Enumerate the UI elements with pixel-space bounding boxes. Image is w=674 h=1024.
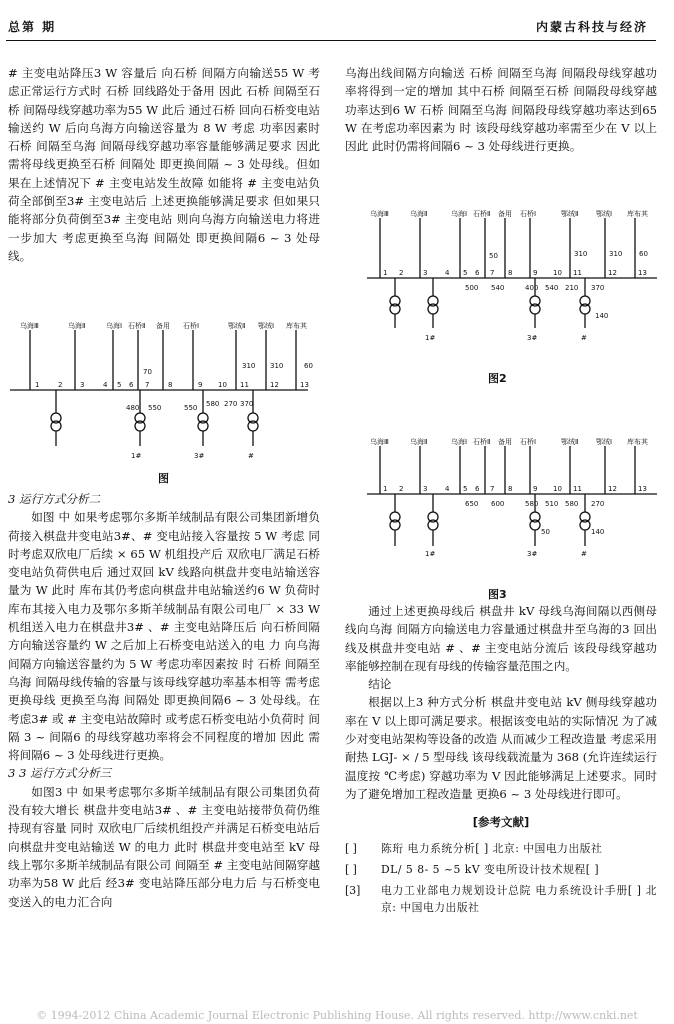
- line-label: 石桥Ⅰ: [520, 438, 537, 446]
- flow-value: 550: [148, 404, 162, 412]
- transformer-label: #: [248, 452, 254, 460]
- line-label: 鄂绒Ⅰ: [596, 210, 613, 218]
- bus-number: 2: [399, 485, 404, 493]
- figure-1: [8, 318, 326, 468]
- bus-number: 8: [508, 269, 513, 277]
- figure-3-diagram: [365, 434, 665, 579]
- line-label: 乌海Ⅱ: [68, 322, 86, 330]
- flow-value: 500: [465, 284, 479, 292]
- header-rule: [6, 40, 656, 41]
- line-label: 鄂绒Ⅱ: [561, 210, 579, 218]
- transformer-label: #: [581, 550, 587, 558]
- transformer-label: 3#: [527, 550, 538, 558]
- flow-value: 60: [639, 250, 648, 258]
- bus-number: 4: [103, 381, 108, 389]
- flow-value: 70: [143, 368, 152, 376]
- line-label: 石桥Ⅰ: [520, 210, 537, 218]
- right-column-bottom: [345, 602, 657, 920]
- line-label: 石桥Ⅱ: [473, 210, 491, 218]
- flow-value: 270: [591, 500, 605, 508]
- flow-value: 310: [609, 250, 623, 258]
- copyright-footer: © 1994-2012 China Academic Journal Electronic Publishing House. All rights reserved. http://www.cnki.net: [36, 1009, 638, 1022]
- flow-value: 310: [242, 362, 256, 370]
- line-label: 乌海Ⅰ: [451, 438, 468, 446]
- paragraph: 如图 中 如果考虑鄂尔多斯羊绒制品有限公司集团新增负荷接入棋盘井变电站3#、# 变电站接入容量按 5 W 考虑 同时考虑双欣电厂后续 × 65 W 机组投产后 双欣电厂满足石桥变电站负荷供电后 通过双回 kV 线路向棋盘井变电站输送容量为 W 此时 库布其仍考虑向棋盘井电站输送约6 W 负荷时 库布其接入电力及鄂尔多斯羊绒制品有限公司电厂 × 33 W 机组送入电力在棋盘井3# 、# 主变电站降压后 向石桥间隔方向输送容量约 W 之后加上石桥变电站送入的电 力 向乌海间隔方向输送容量约为 5 W 考虑功率因素按 时 石桥 间隔至乌海 间隔母线传输的容量与该母线穿越功率基本相等 需考虑更换母线 更换至乌海 间隔处 即更换间隔6 ~ 3 处母线。在考虑3# 或 # 主变电站故障时 或考虑石桥变电站小负荷时 间隔 3 ~ 间隔6 的母线穿越功率将会不同程度的增加 因此 需将间隔6 ~ 3 处母线进行更换。: [8, 510, 320, 763]
- bus-number: 13: [638, 269, 647, 277]
- bus-number: 1: [35, 381, 40, 389]
- section-heading: 3 3 运行方式分析三: [8, 766, 112, 781]
- flow-value: 650: [465, 500, 479, 508]
- bus-number: 6: [475, 485, 480, 493]
- figure-3-caption: 图3: [488, 588, 507, 601]
- line-label: 鄂绒Ⅱ: [561, 438, 579, 446]
- bus-number: 5: [463, 485, 468, 493]
- flow-value: 540: [545, 284, 559, 292]
- bus-number: 1: [383, 485, 388, 493]
- line-label: 库布其: [627, 210, 648, 218]
- paragraph: 乌海出线间隔方向输送 石桥 间隔至乌海 间隔段母线穿越功率将得到一定的增加 其中石桥 间隔至石桥 间隔段母线穿越功率达到6 W 石桥 间隔至乌海 间隔段母线穿越功率达到65 W 在考虑功率因素为 时 该段母线穿越功率需至少在 V 以上 因此 此时仍需将间隔6 ~ 3 处母线进行更换。: [345, 66, 657, 154]
- paragraph: 根据以上3 种方式分析 棋盘井变电站 kV 侧母线穿越功率在 V 以上即可满足要求。根据该变电站的实际情况 为了减少对变电站架构等设备的改造 从而减少工程改造量 考虑采用耐热 LGJ- × / 5 型母线 该母线载流量为 368 (允许连续运行温度按 ℃考虑) 穿越功率为 V 因此能够满足上述要求。同时 为了避免增加工程改造量 更换6 ~ 3 处母线进行即可。: [345, 695, 657, 801]
- bus-number: 1: [383, 269, 388, 277]
- bus-number: 3: [423, 485, 428, 493]
- reference-item: [345, 861, 657, 878]
- transformer-label: 1#: [425, 334, 436, 342]
- line-label: 乌海Ⅲ: [370, 210, 389, 218]
- transformer-label: 1#: [425, 550, 436, 558]
- bus-number: 5: [117, 381, 122, 389]
- figure-2-diagram: [365, 206, 665, 351]
- flow-value: 310: [574, 250, 588, 258]
- flow-value: 50: [541, 528, 550, 536]
- line-label: 乌海Ⅲ: [370, 438, 389, 446]
- figure-3: [365, 434, 665, 579]
- bus-number: 3: [80, 381, 85, 389]
- bus-number: 9: [533, 485, 538, 493]
- flow-value: 510: [545, 500, 559, 508]
- reference-number: [3]: [345, 883, 361, 897]
- line-label: 乌海Ⅱ: [410, 210, 428, 218]
- bus-number: 4: [445, 269, 450, 277]
- flow-value: 550: [184, 404, 198, 412]
- reference-number: [ ]: [345, 862, 357, 876]
- line-label: 库布其: [627, 438, 648, 446]
- reference-item: [345, 840, 657, 857]
- bus-number: 12: [608, 269, 617, 277]
- bus-number: 6: [129, 381, 134, 389]
- right-column-top: [345, 64, 657, 155]
- flow-value: 140: [595, 312, 609, 320]
- bus-number: 12: [270, 381, 279, 389]
- bus-number: 11: [573, 485, 582, 493]
- bus-number: 10: [553, 485, 562, 493]
- flow-value: 210: [565, 284, 579, 292]
- line-label: 备用: [156, 322, 170, 330]
- flow-value: 540: [491, 284, 505, 292]
- bus-number: 13: [638, 485, 647, 493]
- flow-value: 580: [206, 400, 220, 408]
- line-label: 鄂绒Ⅰ: [596, 438, 613, 446]
- line-label: 乌海Ⅰ: [106, 322, 123, 330]
- flow-value: 580: [565, 500, 579, 508]
- issue-label: 总第 期: [8, 20, 57, 34]
- transformer-label: 1#: [131, 452, 142, 460]
- paragraph: # 主变电站降压3 W 容量后 向石桥 间隔方向输送55 W 考虑正常运行方式时 石桥 回线路处于备用 因此 石桥 间隔至石桥 间隔母线穿越功率为55 W 此后 通过石桥 回向石桥变电站输送约 W 后向乌海方向输送容量为 8 W 考虑 功率因素时 石桥 间隔至乌海 间隔母线穿越功率容量能够满足要求 因此 需将母线更换至石桥 间隔处 即更换间隔 ~ 3 处母线。但如果在上述情况下 # 主变电站发生故障 如能将 # 主变电站负荷全部倒至3# 主变电站后 上述更换能够满足要求 但如果只能将部分负荷倒至3# 主变电站 则向乌海方向输送电力将进一步加大 考虑更换至乌海 间隔处 即更换间隔6 ~ 3 处母线。: [8, 66, 320, 263]
- bus-number: 7: [490, 485, 495, 493]
- left-column-bottom: [8, 490, 320, 911]
- bus-number: 11: [240, 381, 249, 389]
- reference-text: 陈珩 电力系统分析[ ] 北京: 中国电力出版社: [381, 841, 603, 855]
- bus-number: 7: [145, 381, 150, 389]
- flow-value: 140: [591, 528, 605, 536]
- bus-number: 11: [573, 269, 582, 277]
- reference-item: [345, 882, 657, 916]
- bus-number: 10: [553, 269, 562, 277]
- figure-1-diagram: [8, 318, 326, 468]
- bus-number: 6: [475, 269, 480, 277]
- flow-value: 480: [126, 404, 140, 412]
- paragraph: 如图3 中 如果考虑鄂尔多斯羊绒制品有限公司集团负荷没有较大增长 棋盘井变电站3# 、# 主变电站接带负荷仍维持现有容量 同时 双欣电厂后续机组投产并满足石桥变电站后 向棋盘井变电站输送 W 的电力 此时 棋盘井变电站至 kV 母线上鄂尔多斯羊绒制品有限公司 间隔至 # 主变电站间隔穿越功率为58 W 此后 经3# 变电站降压部分电力后 与石桥变电变送入的电力汇合向: [8, 784, 320, 909]
- flow-value: 370: [240, 400, 254, 408]
- paragraph: 通过上述更换母线后 棋盘井 kV 母线乌海间隔以西侧母线向乌海 间隔方向输送电力容量通过棋盘井至乌海的3 回出线及棋盘井变电站 # 、# 主变电站分流后 该段母线穿越功率能够控制在现有母线的传输容量范围之内。: [345, 604, 657, 673]
- transformer-label: 3#: [527, 334, 538, 342]
- bus-number: 7: [490, 269, 495, 277]
- references-heading: [参考文献]: [472, 815, 530, 830]
- flow-value: 270: [224, 400, 238, 408]
- bus-number: 9: [533, 269, 538, 277]
- bus-number: 9: [198, 381, 203, 389]
- figure-2-caption: 图2: [488, 372, 507, 385]
- page-header: [0, 8, 674, 36]
- transformer-label: 3#: [194, 452, 205, 460]
- bus-number: 2: [399, 269, 404, 277]
- line-label: 鄂绒Ⅰ: [258, 322, 275, 330]
- line-label: 乌海Ⅰ: [451, 210, 468, 218]
- line-label: 库布其: [286, 322, 307, 330]
- flow-value: 60: [304, 362, 313, 370]
- flow-value: 50: [489, 252, 498, 260]
- reference-number: [ ]: [345, 841, 357, 855]
- line-label: 乌海Ⅲ: [20, 322, 39, 330]
- conclusion-heading: 结论: [368, 677, 392, 692]
- flow-value: 600: [491, 500, 505, 508]
- bus-number: 8: [168, 381, 173, 389]
- reference-text: 电力工业部电力规划设计总院 电力系统设计手册[ ] 北京: 中国电力出版社: [381, 883, 657, 914]
- section-heading: 3 运行方式分析二: [8, 492, 101, 506]
- reference-text: DL/ 5 8- 5 ~5 kV 变电所设计技术规程[ ]: [381, 862, 600, 876]
- bus-number: 3: [423, 269, 428, 277]
- journal-title: 内蒙古科技与经济: [535, 20, 648, 34]
- bus-number: 2: [58, 381, 63, 389]
- figure-1-caption: 图: [158, 472, 169, 485]
- line-label: 备用: [498, 210, 512, 218]
- flow-value: 370: [591, 284, 605, 292]
- figure-2: [365, 206, 665, 351]
- left-column-top: [8, 64, 320, 265]
- bus-number: 12: [608, 485, 617, 493]
- line-label: 石桥Ⅱ: [473, 438, 491, 446]
- bus-number: 10: [218, 381, 227, 389]
- transformer-label: #: [581, 334, 587, 342]
- line-label: 备用: [498, 438, 512, 446]
- line-label: 石桥Ⅱ: [128, 322, 146, 330]
- flow-value: 400: [525, 284, 539, 292]
- bus-number: 4: [445, 485, 450, 493]
- line-label: 石桥Ⅰ: [183, 322, 200, 330]
- bus-number: 13: [300, 381, 309, 389]
- flow-value: 580: [525, 500, 539, 508]
- flow-value: 310: [270, 362, 284, 370]
- bus-number: 8: [508, 485, 513, 493]
- bus-number: 5: [463, 269, 468, 277]
- line-label: 鄂绒Ⅱ: [228, 322, 246, 330]
- line-label: 乌海Ⅱ: [410, 438, 428, 446]
